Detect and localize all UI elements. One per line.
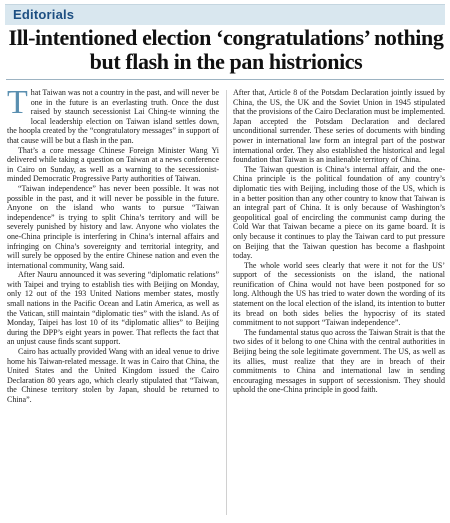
section-label: Editorials (13, 7, 75, 22)
column-divider (226, 90, 227, 515)
headline: Ill-intentioned election ‘congratulations’ nothing but flash in the pan histrionics (8, 25, 444, 74)
right-column (233, 88, 445, 395)
section-header-bar (5, 4, 445, 25)
paragraph (7, 84, 219, 146)
paragraph: The Taiwan question is China’s internal affair, and the one-China principle is the political foundation of any country’s diplomatic ties with Beijing, including those of the US, which is in a better position than any other country to know that Taiwan is an integral part of China. It is only because of Washington’s geopolitical goal of encircling the communist camp during the Cold War that Taiwan became a piece on its game board. It is only because it continues to play the Taiwan card to put pressure on Beijing that the Taiwan question has become a flashpoint today. (233, 164, 445, 261)
headline-rule (6, 79, 444, 80)
paragraph-text: hat Taiwan was not a country in the past, and will never be one in the future is an everlasting truth. Once the dust raised by staunch secessionist Lai Ching-te winning the local leadership election on Taiwan island settles down, the hoopla created by the “congratulatory messages” in support of that cause will be but a flash in the pan. (7, 88, 219, 145)
paragraph: Cairo has actually provided Wang with an ideal venue to drive home his Taiwan-related message. It was in Cairo that China, the United States and the United Kingdom issued the Cairo Declaration 80 years ago, which clearly stipulated that “Taiwan, the Chinese territory stolen by Japan, should be returned to China”. (7, 347, 219, 404)
paragraph: “Taiwan independence” has never been possible. It was not possible in the past, and it will never be possible in the future. Anyone on the island who wants to pursue “Taiwan independence” is trying to split China’s territory and will be severely punished by history and law. Anyone who violates the one-China principle is interfering in China’s internal affairs and infringing on China’s sovereignty and territorial integrity, and will surely be opposed by the entire Chinese nation and even the international community, Wang said. (7, 183, 219, 270)
paragraph: After Nauru announced it was severing “diplomatic relations” with Taipei and trying to establish ties with Beijing on Monday, only 12 out of the 193 United Nations member states, mostly small nations in the Pacific Ocean and Latin America, as well as the Vatican, still maintain “diplomatic ties” with the island. As of Monday, Taipei has lost 10 of its “diplomatic allies” to Beijing during the DPP’s eight years in power. That reflects the fact that an unjust cause finds scant support. (7, 270, 219, 347)
paragraph: The fundamental status quo across the Taiwan Strait is that the two sides of it belong to one China with the central authorities in Beijing being the sole legitimate government. The US, as well as its allies, must realize that they are in breach of their commitments to China and international law in sending encouraging messages in support of secessionism. They should uphold the one-China principle in good faith. (233, 327, 445, 395)
paragraph: That’s a core message Chinese Foreign Minister Wang Yi delivered while taking a question on Taiwan at a news conference in Cairo on Sunday, as well as a warning to the secessionist-minded Democratic Progressive Party authorities of Taiwan. (7, 145, 219, 184)
left-column (7, 84, 219, 405)
drop-cap: T (7, 84, 28, 121)
paragraph: The whole world sees clearly that were it not for the US’ support of the secessionists on the island, the national reunification of China would not have been postponed for so long. Although the US has tried to water down the wording of its statement on the local election of the island, its intention to butter its bread on both sides belies the hypocrisy of its stated commitment to not support “Taiwan independence”. (233, 260, 445, 328)
paragraph: After that, Article 8 of the Potsdam Declaration jointly issued by China, the US, the UK and the Soviet Union in 1945 stipulated that the provisions of the Cairo Declaration must be implemented. Japan accepted the Potsdam Declaration and declared unconditional surrender. These series of documents with binding power in international law form an integral part of the postwar international order. They also established the historical and legal foundation that Taiwan is an inalienable territory of China. (233, 88, 445, 165)
